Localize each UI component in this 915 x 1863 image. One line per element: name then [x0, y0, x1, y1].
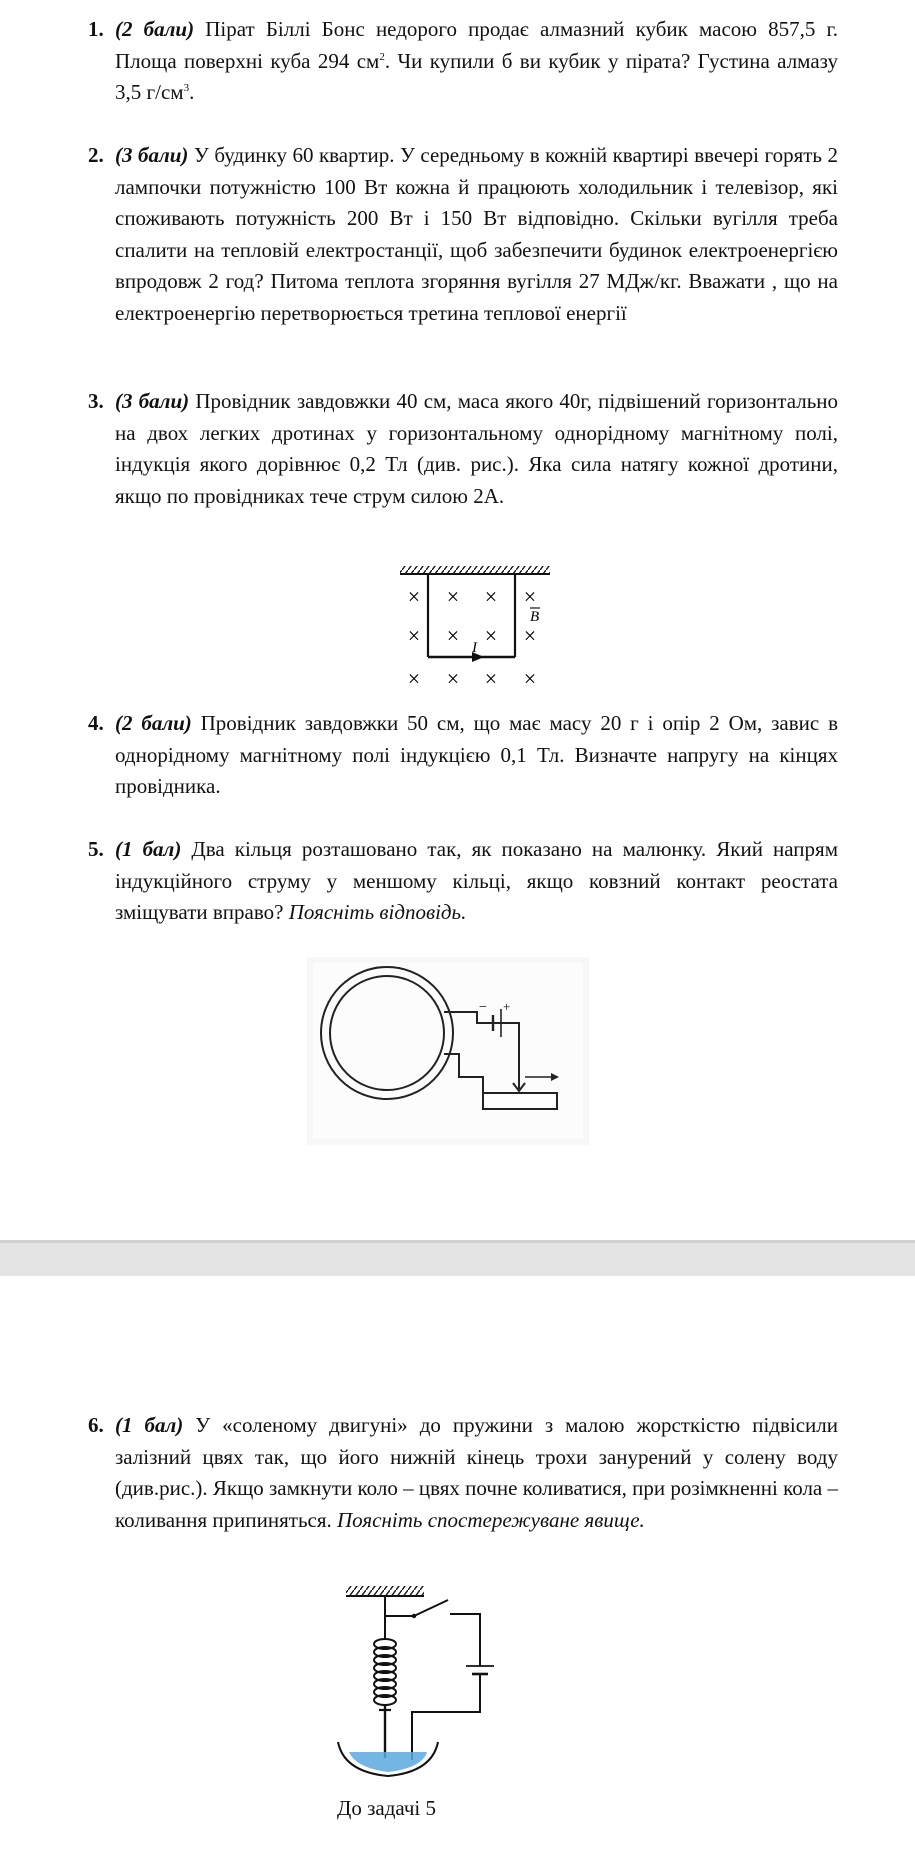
points-label: (2 бали) [115, 711, 192, 735]
problem-text: (3 бали) У будинку 60 квартир. У середньому в кожній квартирі ввечері горять 2 лампочки потужністю 100 Вт кожна й працюють холодильник і телевізор, які споживають потужність 200 Вт і 150 Вт відповідно. Скільки вугілля треба спалити на тепловій електростанції, щоб забезпечити будинок електроенергією впродовж 2 год? Питома теплота згоряння вугілля 27 МДж/кг. Вважати , що на електроенергію перетворюється третина теплової енергії [115, 143, 838, 325]
problem-5 [88, 834, 838, 929]
field-cross: × [484, 584, 498, 609]
field-cross: × [407, 623, 421, 648]
figure-caption: До задачі 5 [337, 1796, 437, 1820]
field-label: B [530, 609, 540, 625]
points-label: (1 бал) [115, 837, 182, 861]
problem-text: (2 бали) Провідник завдовжки 50 см, що має масу 20 г і опір 2 Ом, завис в однорідному магнітному полі індукцією 0,1 Тл. Визначте напругу на кінцях провідника. [115, 711, 838, 798]
field-cross: × [407, 666, 421, 691]
field-cross: × [484, 666, 498, 691]
document-page-2 [0, 1276, 915, 1863]
problem-1 [88, 14, 838, 109]
problem-number: 5. [88, 837, 104, 861]
field-cross: × [446, 623, 460, 648]
field-cross: × [446, 584, 460, 609]
problem-number: 2. [88, 143, 104, 167]
problem-text: (3 бали) Провідник завдовжки 40 см, маса якого 40г, підвішений горизонтально на двох легких дротинах у горизонтальному однорідному магнітному полі, індукція якого дорівнює 0,2 Тл (див. рис.). Яка сила натягу кожної дротини, якщо по провідниках тече струм силою 2А. [115, 389, 839, 508]
page-separator [0, 1240, 915, 1276]
figure-salt-motor [330, 1582, 550, 1792]
problem-3 [88, 386, 838, 512]
circuit-wire-return [412, 1674, 480, 1760]
rheostat [483, 1093, 557, 1109]
problem-6 [88, 1410, 838, 1536]
field-cross: × [446, 666, 460, 691]
problem-text: (2 бали) Пірат Біллі Бонс недорого продає алмазний кубик масою 857,5 г. Площа поверхні куба 294 $см^2$. Чи купили б ви кубик у пірата? Густина алмазу 3,5 $г/см^3$. [115, 17, 839, 104]
problem-4 [88, 708, 838, 803]
field-cross: × [523, 584, 537, 609]
problem-number: 1. [88, 17, 104, 41]
points-label: (2 бали) [115, 17, 195, 41]
problem-2 [88, 140, 838, 329]
points-label: (3 бали) [115, 143, 189, 167]
points-label: (3 бали) [115, 389, 190, 413]
field-cross: × [407, 584, 421, 609]
circuit-wire [450, 1614, 480, 1666]
current-label: I [472, 640, 477, 656]
battery-plus-label: + [503, 999, 511, 1014]
field-cross: × [523, 666, 537, 691]
problem-text: (1 бал) У «соленому двигуні» до пружини з малою жорсткістю підвісили залізний цвях так, що його нижній кінець трохи занурений у солену воду (див.рис.). Якщо замкнути коло – цвях почне коливатися, при розімкненні кола –коливання припиняться. Поясніть спостережуване явище. [115, 1413, 838, 1532]
figure-magnetic-field [390, 562, 560, 692]
problem-number: 6. [88, 1413, 104, 1437]
ceiling-hatch [346, 1586, 424, 1596]
problem-number: 4. [88, 711, 104, 735]
problem-number: 3. [88, 389, 104, 413]
problem-text: (1 бал) Два кільця розташовано так, як показано на малюнку. Який напрям індукційного струму у меншому кільці, якщо ковзний контакт реостата зміщувати вправо? Поясніть відповідь. [115, 837, 838, 924]
switch-blade [414, 1600, 448, 1616]
figure-rings-rheostat [307, 957, 589, 1145]
spring [374, 1639, 396, 1705]
field-cross: × [523, 623, 537, 648]
points-label: (1 бал) [115, 1413, 184, 1437]
field-cross: × [484, 623, 498, 648]
ceiling-hatch [400, 566, 550, 574]
battery-minus-label: − [479, 1000, 487, 1015]
